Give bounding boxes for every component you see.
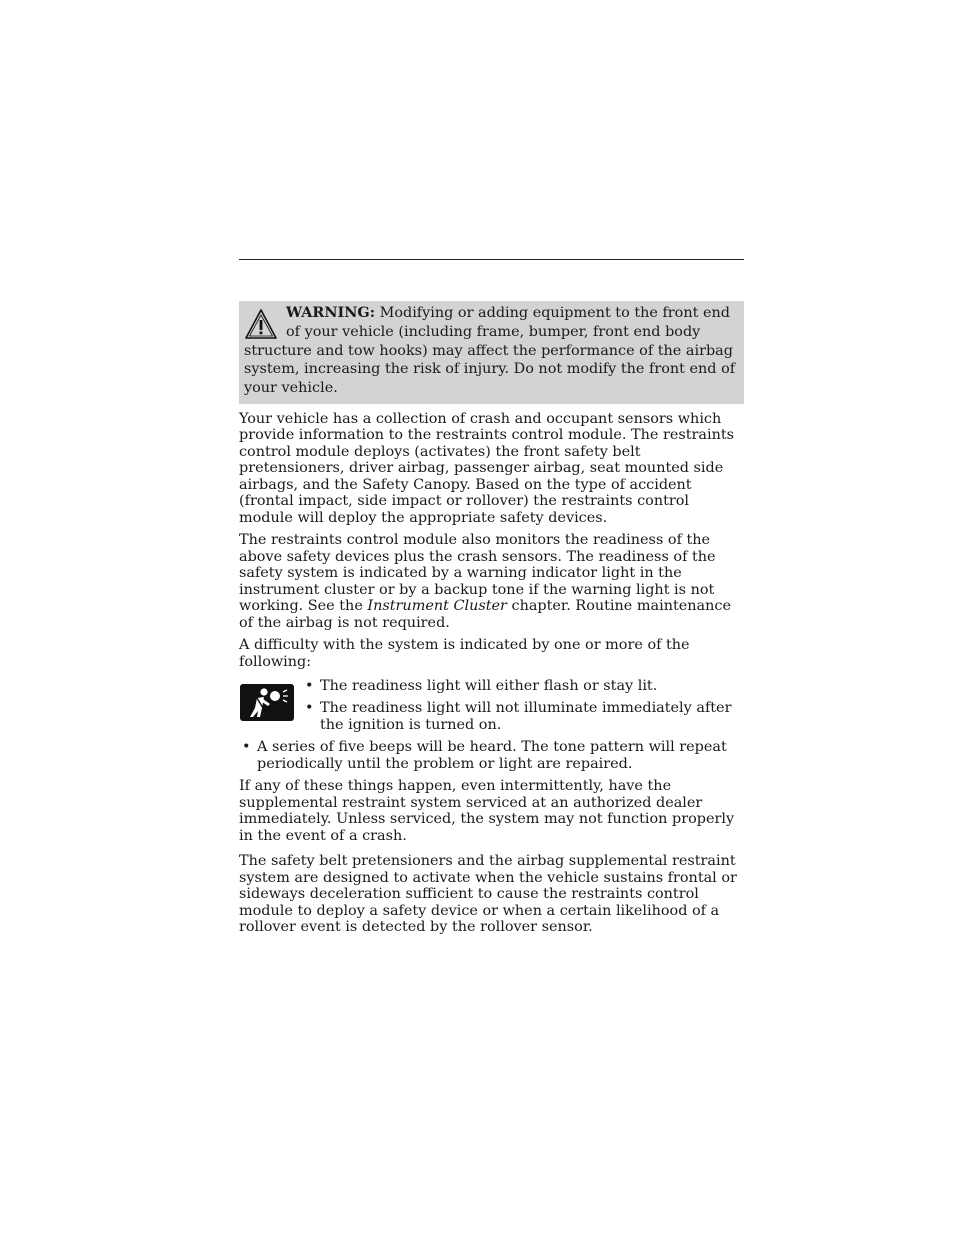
warning-text: Modifying or adding equipment to the front end of your vehicle (including frame, bumper, front end body structure and tow hooks) may affect the performance of the airbag system, increasing the risk of injury. Do not modify the front end of your vehicle. bbox=[244, 305, 736, 397]
warning-box bbox=[239, 301, 744, 404]
list-item: • A series of five beeps will be heard. The tone pattern will repeat periodically until the problem or light are repaired. bbox=[257, 739, 744, 773]
instrument-cluster-reference: Instrument Cluster bbox=[367, 598, 507, 615]
paragraph-activation: The safety belt pretensioners and the airbag supplemental restraint system are designed to activate when the vehicle sustains frontal or sideways deceleration sufficient to cause the restraints control module to deploy a safety device or when a certain likelihood of a rollover event is detected by the rollover sensor. bbox=[239, 853, 737, 936]
warning-triangle-icon bbox=[244, 308, 278, 340]
airbag-warning-icon bbox=[240, 684, 294, 721]
paragraph-sensors: Your vehicle has a collection of crash and occupant sensors which provide information to the restraints control module. The restraints control module deploys (activates) the front safety belt pretensioners, driver airbag, passenger airbag, seat mounted side airbags, and the Safety Canopy. Based on the type of accident (frontal impact, side impact or rollover) the restraints control module will deploy the appropriate safety devices. bbox=[239, 410, 735, 526]
paragraph-readiness: The restraints control module also monitors the readiness of the above safety devices plus the crash sensors. The readiness of the safety system is indicated by a warning indicator light in the instrument cluster or by a backup tone if the warning light is not working. See the Instrument Cluster chapter. Routine maintenance of the airbag is not required. bbox=[239, 532, 731, 631]
list-item: • The readiness light will either flash or stay lit. bbox=[320, 678, 744, 695]
list-item: • The readiness light will not illuminate immediately after the ignition is turned on. bbox=[320, 700, 744, 734]
readiness-indicator-list bbox=[239, 676, 744, 734]
icon-bullet-list bbox=[239, 676, 744, 734]
plain-bullet-list bbox=[239, 739, 744, 773]
warning-label: WARNING: bbox=[286, 304, 376, 321]
page-content bbox=[239, 301, 744, 942]
header-rule bbox=[239, 259, 744, 260]
paragraph-service: If any of these things happen, even intermittently, have the supplemental restraint system serviced at an authorized dealer immediately. Unless serviced, the system may not function properly in the event of a crash. bbox=[239, 778, 735, 844]
paragraph-difficulty: A difficulty with the system is indicated by one or more of the following: bbox=[239, 637, 690, 670]
